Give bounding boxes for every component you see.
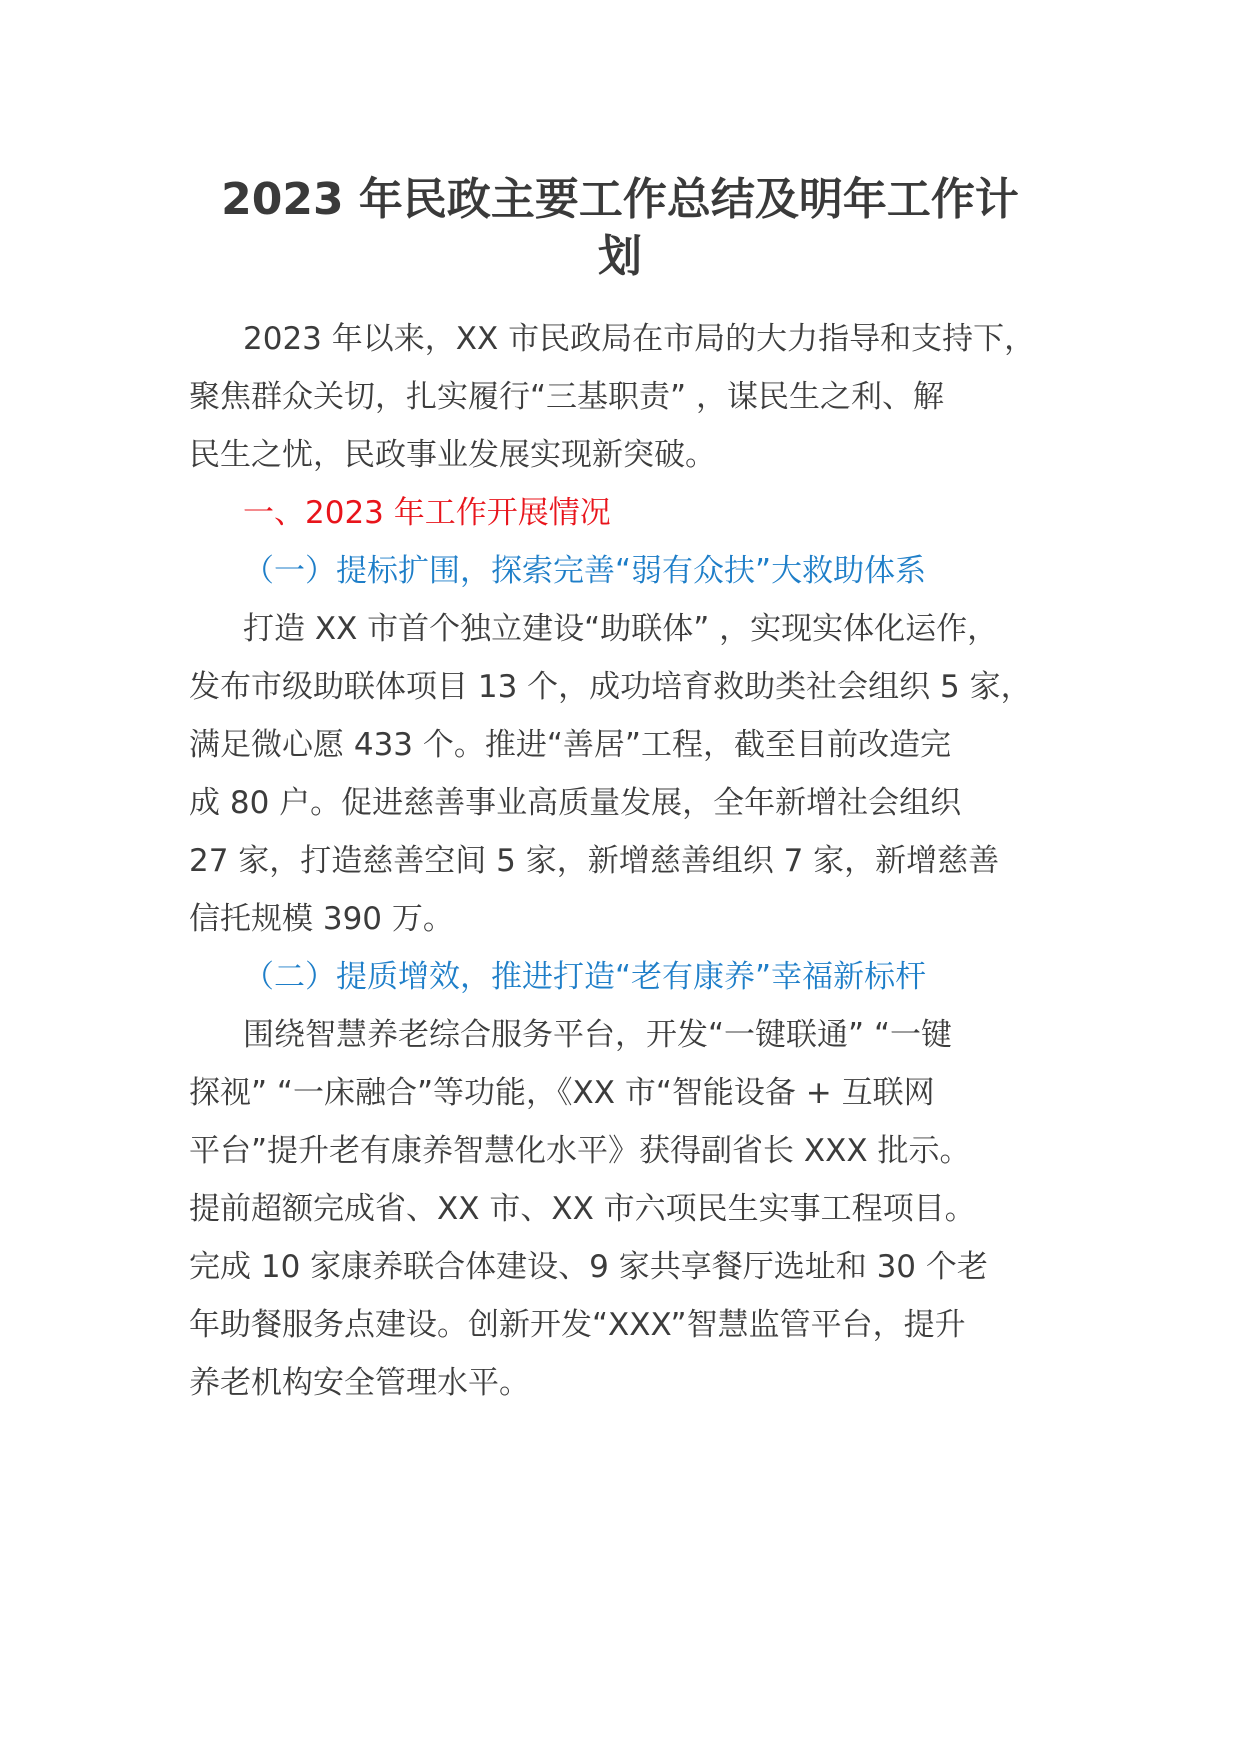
- intro-line: 聚焦群众关切，扎实履行“三基职责” ，谋民生之利、解: [189, 379, 944, 415]
- paragraph-line: 提前超额完成省、XX 市、XX 市六项民生实事工程项目。: [189, 1191, 976, 1227]
- document-title-line-1: 2023 年民政主要工作总结及明年工作计: [221, 174, 1019, 225]
- paragraph-line: 平台”提升老有康养智慧化水平》获得副省长 XXX 批示。: [189, 1133, 971, 1169]
- paragraph-line: 养老机构安全管理水平。: [189, 1365, 530, 1401]
- paragraph-line: 信托规模 390 万。: [189, 901, 454, 937]
- paragraph-line: 完成 10 家康养联合体建设、9 家共享餐厅选址和 30 个老: [189, 1249, 988, 1285]
- paragraph-line: 探视” “一床融合”等功能，《XX 市“智能设备 + 互联网: [189, 1075, 935, 1111]
- paragraph-line: 发布市级助联体项目 13 个，成功培育救助类社会组织 5 家，: [189, 669, 1032, 705]
- paragraph-line: 27 家，打造慈善空间 5 家，新增慈善组织 7 家，新增慈善: [189, 843, 1000, 879]
- paragraph-line: 满足微心愿 433 个。推进“善居”工程，截至目前改造完: [189, 727, 951, 763]
- paragraph-line: 围绕智慧养老综合服务平台，开发“一键联通” “一键: [243, 1017, 953, 1053]
- section-heading: 一、2023 年工作开展情况: [243, 495, 611, 531]
- document-title-line-2: 划: [598, 231, 642, 282]
- subsection-heading-2: （二）提质增效，推进打造“老有康养”幸福新标杆: [243, 959, 927, 995]
- intro-line: 民生之忧，民政事业发展实现新突破。: [189, 437, 716, 473]
- paragraph-line: 打造 XX 市首个独立建设“助联体” ，实现实体化运作，: [243, 611, 999, 647]
- intro-line: 2023 年以来，XX 市民政局在市局的大力指导和支持下，: [243, 321, 1036, 357]
- paragraph-line: 成 80 户。促进慈善事业高质量发展，全年新增社会组织: [189, 785, 962, 821]
- subsection-heading-1: （一）提标扩围，探索完善“弱有众扶”大救助体系: [243, 553, 927, 589]
- paragraph-line: 年助餐服务点建设。创新开发“XXX”智慧监管平台，提升: [189, 1307, 966, 1343]
